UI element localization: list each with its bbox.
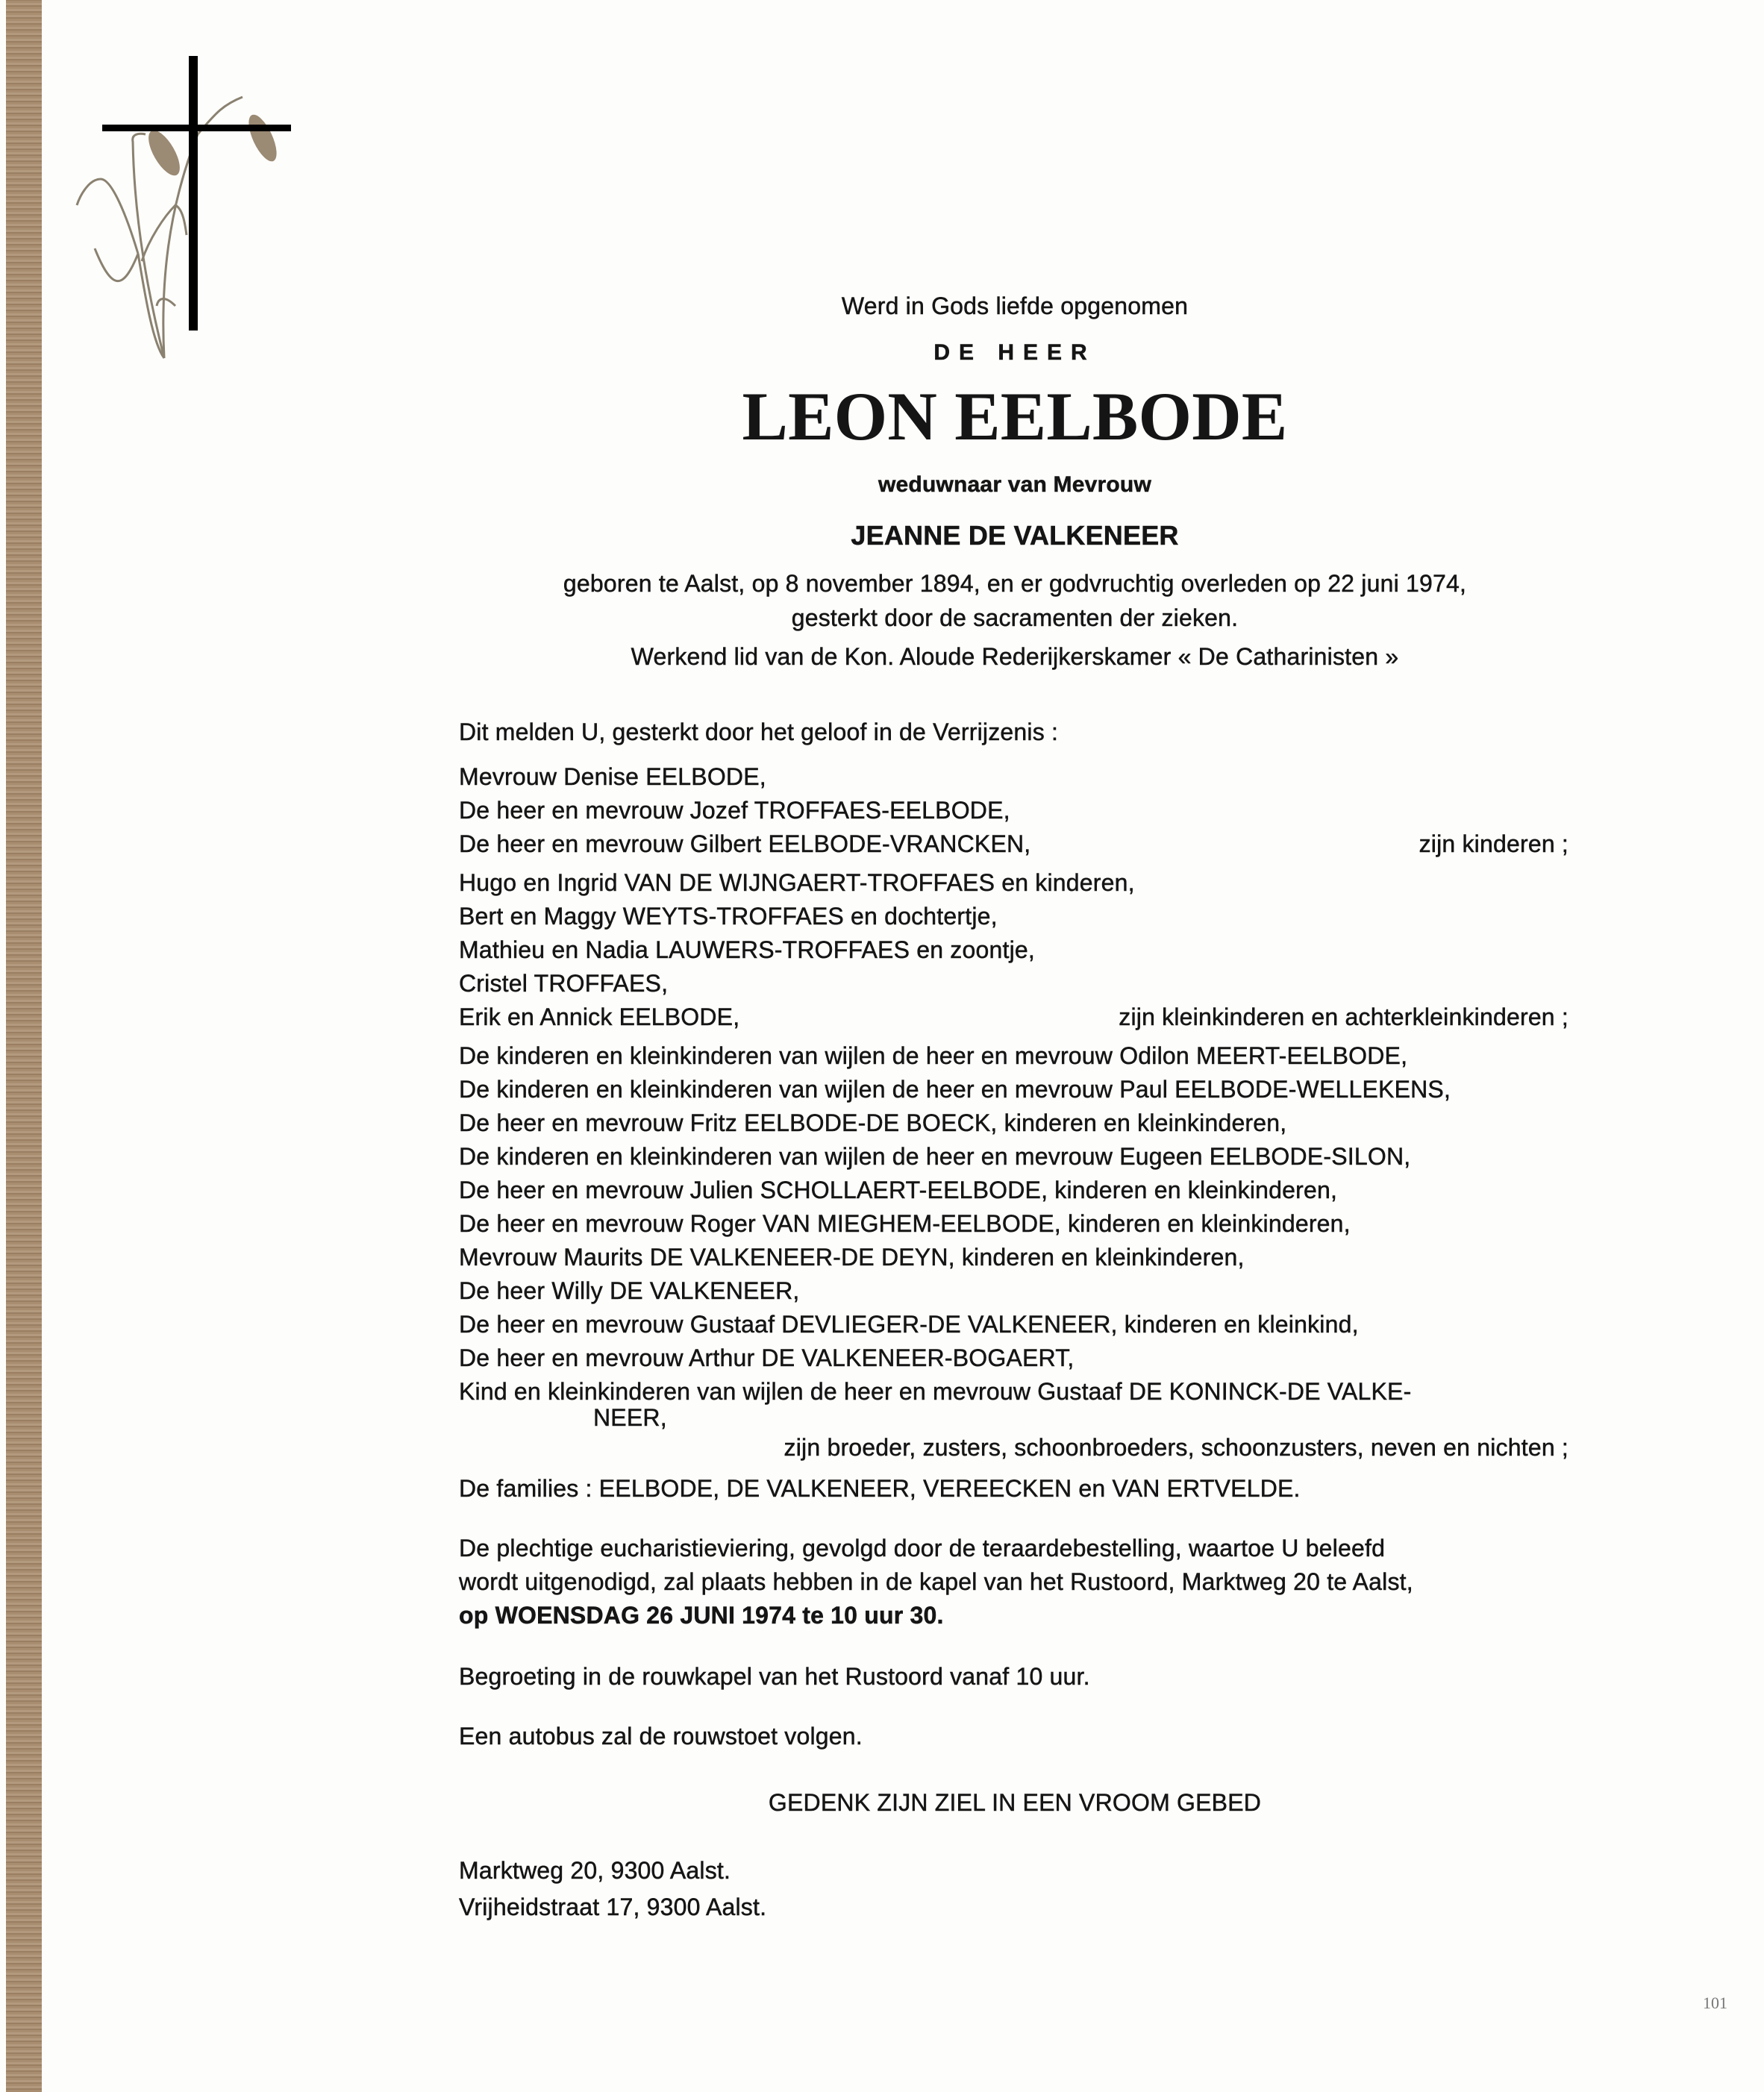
list-item: De heer en mevrouw Julien SCHOLLAERT-EELBODE, kinderen en kleinkinderen, (459, 1177, 1338, 1203)
list-item: Mevrouw Denise EELBODE, (459, 763, 766, 790)
list-item: Erik en Annick EELBODE, (459, 1003, 740, 1030)
list-item: Mevrouw Maurits DE VALKENEER-DE DEYN, kinderen en kleinkinderen, (459, 1244, 1245, 1271)
prayer-text: GEDENK ZIJN ZIEL IN EEN VROOM GEBED (768, 1789, 1262, 1816)
spouse-name: JEANNE DE VALKENEER (851, 520, 1179, 551)
families-text: De families : EELBODE, DE VALKENEER, VEREECKEN en VAN ERTVELDE. (459, 1475, 1301, 1502)
relation-label: zijn broeder, zusters, schoonbroeders, schoonzusters, neven en nichten ; (784, 1434, 1568, 1461)
sacraments-text: gesterkt door de sacramenten der zieken. (791, 604, 1239, 631)
address: Vrijheidstraat 17, 9300 Aalst. (459, 1894, 767, 1920)
greeting-text: Begroeting in de rouwkapel van het Rustoord vanaf 10 uur. (459, 1663, 1090, 1690)
service-text: De plechtige eucharistieviering, gevolgd door de teraardebestelling, waartoe U beleefd (459, 1535, 1386, 1562)
bus-text: Een autobus zal de rouwstoet volgen. (459, 1723, 863, 1750)
relation-label: zijn kinderen ; (1419, 830, 1568, 857)
service-text: wordt uitgenodigd, zal plaats hebben in de kapel van het Rustoord, Marktweg 20 te Aalst, (459, 1568, 1413, 1595)
list-item-continuation: NEER, (593, 1404, 667, 1431)
widower-of: weduwnaar van Mevrouw (878, 472, 1151, 497)
birth-death-text: geboren te Aalst, op 8 november 1894, en er godvruchtig overleden op 22 juni 1974, (563, 570, 1467, 597)
announce-text: Dit melden U, gesterkt door het geloof in de Verrijzenis : (459, 718, 1059, 745)
list-item: De heer en mevrouw Jozef TROFFAES-EELBODE, (459, 797, 1010, 824)
page-number: 101 (1703, 1994, 1727, 2012)
list-item: Kind en kleinkinderen van wijlen de heer en mevrouw Gustaaf DE KONINCK-DE VALKE- (459, 1378, 1412, 1405)
list-item: De heer en mevrouw Gilbert EELBODE-VRANCKEN, (459, 830, 1031, 857)
list-item: De kinderen en kleinkinderen van wijlen de heer en mevrouw Paul EELBODE-WELLEKENS, (459, 1076, 1451, 1103)
deceased-name: LEON EELBODE (742, 378, 1288, 454)
list-item: Hugo en Ingrid VAN DE WIJNGAERT-TROFFAES en kinderen, (459, 869, 1135, 896)
list-item: De kinderen en kleinkinderen van wijlen de heer en mevrouw Odilon MEERT-EELBODE, (459, 1042, 1408, 1069)
honorific: DE HEER (933, 340, 1096, 365)
list-item: De heer en mevrouw Arthur DE VALKENEER-BOGAERT, (459, 1344, 1075, 1371)
list-item: Cristel TROFFAES, (459, 970, 669, 997)
intro-text: Werd in Gods liefde opgenomen (841, 292, 1189, 319)
relation-label: zijn kleinkinderen en achterkleinkinderen ; (1119, 1003, 1568, 1030)
list-item: De heer Willy DE VALKENEER, (459, 1277, 800, 1304)
list-item: De heer en mevrouw Gustaaf DEVLIEGER-DE VALKENEER, kinderen en kleinkind, (459, 1311, 1359, 1338)
list-item: De heer en mevrouw Roger VAN MIEGHEM-EELBODE, kinderen en kleinkinderen, (459, 1210, 1351, 1237)
address: Marktweg 20, 9300 Aalst. (459, 1857, 731, 1884)
list-item: Mathieu en Nadia LAUWERS-TROFFAES en zoontje, (459, 936, 1035, 963)
list-item: De kinderen en kleinkinderen van wijlen de heer en mevrouw Eugeen EELBODE-SILON, (459, 1143, 1411, 1170)
list-item: Bert en Maggy WEYTS-TROFFAES en dochtertje, (459, 903, 998, 930)
service-date: op WOENSDAG 26 JUNI 1974 te 10 uur 30. (459, 1602, 944, 1629)
list-item: De heer en mevrouw Fritz EELBODE-DE BOECK, kinderen en kleinkinderen, (459, 1109, 1287, 1136)
membership-text: Werkend lid van de Kon. Aloude Rederijkerskamer « De Catharinisten » (631, 643, 1399, 670)
